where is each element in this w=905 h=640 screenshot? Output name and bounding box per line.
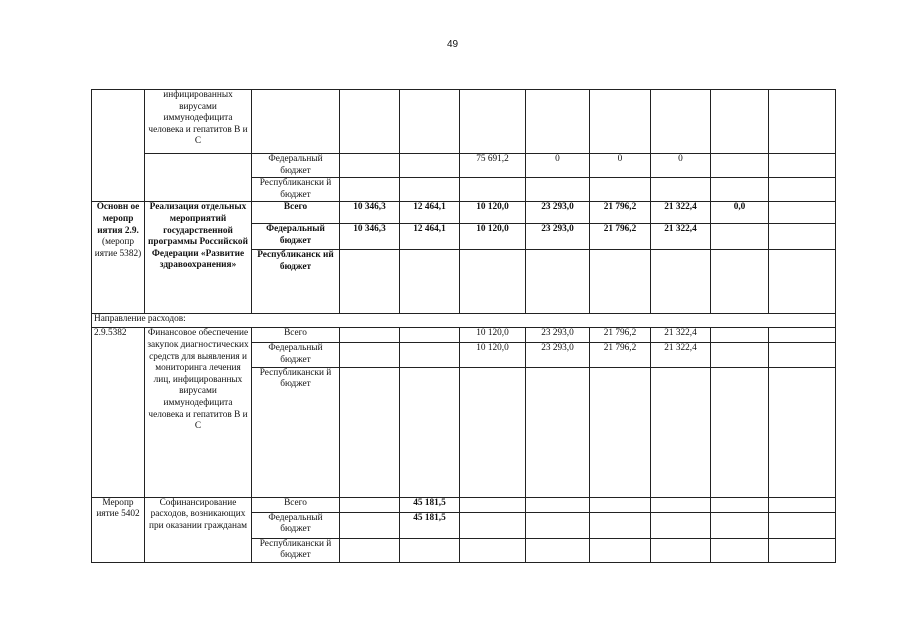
value-cell: 21 796,2 [590, 328, 651, 343]
value-cell: 23 293,0 [526, 224, 590, 250]
value-cell: 0 [651, 154, 711, 178]
value-cell: 21 796,2 [590, 224, 651, 250]
name-cell [145, 154, 252, 202]
value-cell [460, 178, 526, 202]
value-cell [400, 154, 460, 178]
source-cell: Республиканск ий бюджет [252, 250, 340, 314]
name-cell: Финансовое обеспечение закупок диагностических средств для выявления и мониторинга лечения лиц, инфицированных вирусами иммунодефицита человека и гепатитов В и С [145, 328, 252, 497]
value-cell: 10 120,0 [460, 343, 526, 367]
value-cell: 10 120,0 [460, 202, 526, 224]
table-row [92, 202, 836, 224]
value-cell [340, 538, 400, 562]
value-cell [769, 250, 836, 314]
value-cell [590, 367, 651, 497]
value-cell: 0 [590, 154, 651, 178]
value-cell [526, 367, 590, 497]
value-cell [651, 90, 711, 154]
value-cell [769, 343, 836, 367]
value-cell [651, 178, 711, 202]
source-cell: Республикански й бюджет [252, 367, 340, 497]
value-cell [711, 90, 769, 154]
value-cell [460, 538, 526, 562]
code-cell: 2.9.5382 [92, 328, 145, 497]
value-cell [400, 90, 460, 154]
value-cell [340, 512, 400, 538]
value-cell: 21 796,2 [590, 202, 651, 224]
value-cell [340, 367, 400, 497]
value-cell: 21 322,4 [651, 224, 711, 250]
value-cell: 21 322,4 [651, 328, 711, 343]
value-cell: 12 464,1 [400, 202, 460, 224]
value-cell: 12 464,1 [400, 224, 460, 250]
value-cell: 21 322,4 [651, 343, 711, 367]
code-cell [92, 202, 145, 314]
value-cell [340, 178, 400, 202]
value-cell [400, 328, 460, 343]
budget-table [91, 89, 836, 563]
value-cell: 45 181,5 [400, 497, 460, 512]
value-cell [651, 538, 711, 562]
table-row [92, 154, 836, 178]
value-cell [651, 497, 711, 512]
value-cell [651, 250, 711, 314]
value-cell [340, 154, 400, 178]
value-cell [526, 512, 590, 538]
source-cell: Всего [252, 497, 340, 512]
value-cell [711, 343, 769, 367]
value-cell: 0 [526, 154, 590, 178]
value-cell [400, 343, 460, 367]
code-cell: Меропр иятие 5402 [92, 497, 145, 562]
value-cell [526, 250, 590, 314]
value-cell [526, 178, 590, 202]
value-cell [711, 178, 769, 202]
value-cell [711, 224, 769, 250]
value-cell: 10 120,0 [460, 328, 526, 343]
value-cell [460, 250, 526, 314]
table-row [92, 497, 836, 512]
value-cell [526, 90, 590, 154]
name-cell: Реализация отдельных мероприятий государственной программы Российской Федерации «Развитие здравоохранения» [145, 202, 252, 314]
value-cell [769, 90, 836, 154]
table-row [92, 328, 836, 343]
value-cell [769, 178, 836, 202]
value-cell [769, 154, 836, 178]
value-cell: 23 293,0 [526, 202, 590, 224]
direction-label: Направление расходов: [92, 314, 836, 328]
value-cell [590, 538, 651, 562]
value-cell [460, 512, 526, 538]
value-cell [590, 90, 651, 154]
value-cell [711, 154, 769, 178]
source-cell: Федеральный бюджет [252, 512, 340, 538]
value-cell: 10 346,3 [340, 224, 400, 250]
value-cell: 75 691,2 [460, 154, 526, 178]
value-cell [340, 328, 400, 343]
value-cell [711, 367, 769, 497]
code-cell [92, 90, 145, 202]
value-cell [460, 367, 526, 497]
value-cell [711, 250, 769, 314]
value-cell [590, 178, 651, 202]
value-cell [400, 538, 460, 562]
source-cell: Республикански й бюджет [252, 538, 340, 562]
page-number: 49 [446, 39, 459, 50]
value-cell [711, 538, 769, 562]
value-cell [651, 367, 711, 497]
value-cell [769, 224, 836, 250]
source-cell: Федеральный бюджет [252, 154, 340, 178]
source-cell [252, 90, 340, 154]
value-cell [400, 178, 460, 202]
value-cell [769, 328, 836, 343]
value-cell [526, 497, 590, 512]
value-cell [526, 538, 590, 562]
value-cell: 23 293,0 [526, 328, 590, 343]
value-cell [651, 512, 711, 538]
value-cell [460, 497, 526, 512]
value-cell: 21 796,2 [590, 343, 651, 367]
name-cell: инфицированных вирусами иммунодефицита человека и гепатитов В и С [145, 90, 252, 154]
value-cell [590, 497, 651, 512]
value-cell: 10 120,0 [460, 224, 526, 250]
value-cell: 10 346,3 [340, 202, 400, 224]
value-cell [711, 512, 769, 538]
value-cell: 23 293,0 [526, 343, 590, 367]
value-cell [769, 538, 836, 562]
table-row [92, 90, 836, 154]
value-cell [400, 367, 460, 497]
name-cell: Софинансирование расходов, возникающих при оказании гражданам [145, 497, 252, 562]
value-cell [340, 250, 400, 314]
value-cell [711, 497, 769, 512]
source-cell: Республикански й бюджет [252, 178, 340, 202]
source-cell: Федеральный бюджет [252, 224, 340, 250]
value-cell [400, 250, 460, 314]
value-cell: 21 322,4 [651, 202, 711, 224]
value-cell [711, 328, 769, 343]
value-cell: 0,0 [711, 202, 769, 224]
activity-code-note: (меропр иятие 5382) [94, 237, 142, 259]
value-cell [590, 250, 651, 314]
value-cell: 45 181,5 [400, 512, 460, 538]
value-cell [340, 497, 400, 512]
value-cell [590, 512, 651, 538]
source-cell: Всего [252, 328, 340, 343]
value-cell [340, 90, 400, 154]
source-cell: Федеральный бюджет [252, 343, 340, 367]
value-cell [769, 367, 836, 497]
value-cell [340, 343, 400, 367]
value-cell [460, 90, 526, 154]
value-cell [769, 512, 836, 538]
value-cell [769, 202, 836, 224]
activity-code: Основн ое меропр иятия 2.9. [96, 202, 140, 236]
source-cell: Всего [252, 202, 340, 224]
table-row [92, 314, 836, 328]
value-cell [769, 497, 836, 512]
